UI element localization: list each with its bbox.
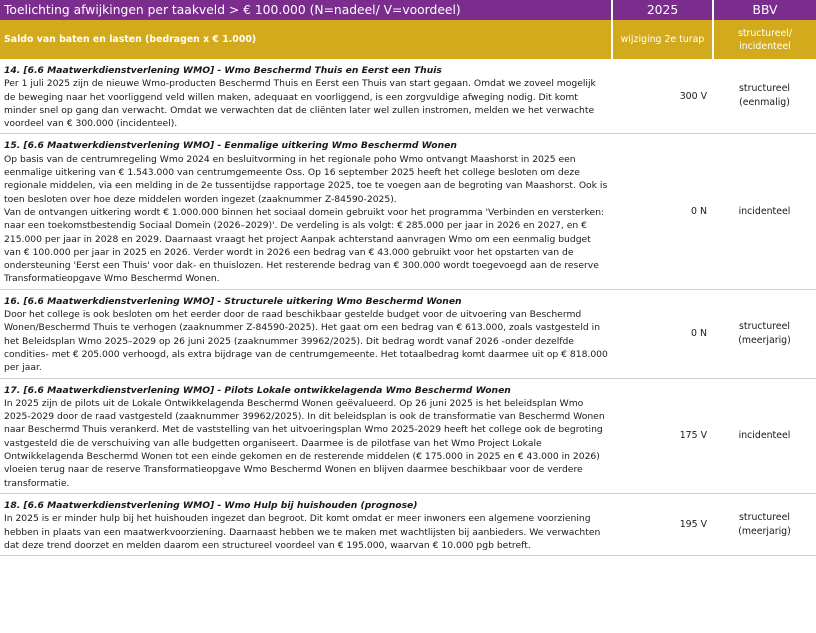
- row-bbv: [713, 59, 816, 134]
- row-paragraph: Door het college is ook besloten om het eerder door de raad beschikbaar gestelde budget voor de uitvoering van Beschermd Wonen/Beschermd Thuis te verhogen (zaaknummer Z-84590-2025). Het gaat om een bedrag van € 613.000, zoals vastgesteld in het Beleidsplan Wmo 2025–2029 op 26 juni 2025 (zaaknummer 39962/2025). Dit bedrag wordt vanaf 2026 -onder dezelfde condities- met € 205.000 verhoogd, als extra bijdrage van de centrumgemeente. Het totaalbedrag komt daarmee uit op € 818.000 per jaar.: [4, 309, 608, 374]
- table-row: [0, 289, 816, 378]
- table-subheader: [0, 20, 816, 59]
- row-bbv: [713, 378, 816, 493]
- row-amount: 175 V: [612, 378, 713, 493]
- row-description: [0, 59, 612, 134]
- bbv-type-line1: structureel/: [737, 27, 793, 39]
- column-year: 2025: [612, 0, 713, 20]
- row-bbv-line2: (meerjarig): [738, 334, 791, 346]
- row-bbv-line1: incidenteel: [738, 429, 791, 441]
- row-bbv: [713, 134, 816, 289]
- row-description: [0, 134, 612, 289]
- column-bbv-type: [713, 20, 816, 59]
- row-title: 17. [6.6 Maatwerkdienstverlening WMO] - Pilots Lokale ontwikkelagenda Wmo Beschermd Wonen: [4, 384, 511, 396]
- saldo-label: Saldo van baten en lasten (bedragen x € 1.000): [0, 20, 612, 59]
- row-bbv-line1: structureel: [739, 320, 790, 332]
- row-amount: 195 V: [612, 493, 713, 555]
- column-change: wijziging 2e turap: [612, 20, 713, 59]
- column-bbv: BBV: [713, 0, 816, 20]
- table-row: [0, 493, 816, 555]
- table-row: [0, 134, 816, 289]
- row-amount: 300 V: [612, 59, 713, 134]
- row-bbv: [713, 289, 816, 378]
- table-row: [0, 59, 816, 134]
- bbv-type-line2: incidenteel: [739, 40, 791, 52]
- row-title: 16. [6.6 Maatwerkdienstverlening WMO] - Structurele uitkering Wmo Beschermd Wonen: [4, 295, 462, 307]
- row-bbv-line1: incidenteel: [738, 205, 791, 217]
- row-paragraph: Per 1 juli 2025 zijn de nieuwe Wmo-producten Beschermd Thuis en Eerst een Thuis van start gegaan. Omdat we zoveel mogelijk de beweging naar het voorliggend veld willen maken, adequaat en voorliggend, is een zorgvuldige afweging nodig. Dit komt minder snel op gang dan verwacht. Omdat we verwachten dat de cliënten later wel zullen instromen, melden we het verwachte voordeel van € 300.000 (incidenteel).: [4, 78, 596, 130]
- table-row: [0, 378, 816, 493]
- row-description: [0, 378, 612, 493]
- row-amount: 0 N: [612, 289, 713, 378]
- row-bbv-line1: structureel: [739, 83, 790, 95]
- table-header: [0, 0, 816, 20]
- table-title: Toelichting afwijkingen per taakveld > € 100.000 (N=nadeel/ V=voordeel): [0, 0, 612, 20]
- row-paragraph: Van de ontvangen uitkering wordt € 1.000.000 binnen het sociaal domein gebruikt voor het programma 'Verbinden en versterken: naar een toekomstbestendig Sociaal Domein (2026–2029)'. De verdeling is als volgt: € 285.000 per jaar in 2026 en 2027, en € 215.000 per jaar in 2028 en 2029. Daarnaast vraagt het project Aanpak achterstand aanvragen Wmo om een eenmalig budget van € 100.000 per jaar in 2025 en 2026. Verder wordt in 2026 een bedrag van € 43.000 gebruikt voor het opstarten van de ondersteuning 'Eerst een Thuis' voor dak- en thuislozen. Het resterende bedrag van € 300.000 wordt toegevoegd aan de reserve Transformatieopgave Wmo Beschermd Wonen.: [4, 206, 605, 285]
- row-description: [0, 289, 612, 378]
- row-title: 15. [6.6 Maatwerkdienstverlening WMO] - Eenmalige uitkering Wmo Beschermd Wonen: [4, 140, 457, 152]
- row-bbv: [713, 493, 816, 555]
- row-title: 14. [6.6 Maatwerkdienstverlening WMO] - Wmo Beschermd Thuis en Eerst een Thuis: [4, 65, 442, 76]
- row-bbv-line1: structureel: [739, 511, 790, 523]
- row-amount: 0 N: [612, 134, 713, 289]
- row-paragraph: In 2025 is er minder hulp bij het huishouden ingezet dan begroot. Dit komt omdat er meer inwoners een algemene voorziening hebben in plaats van een maatwerkvoorziening. Daarnaast hebben we te maken met wachtlijsten bij aanbieders. We verwachten dat deze trend doorzet en melden daarom een structureel voordeel van € 195.000, waarvan € 10.000 pgb betreft.: [4, 513, 601, 551]
- row-title: 18. [6.6 Maatwerkdienstverlening WMO] - Wmo Hulp bij huishouden (prognose): [4, 499, 418, 511]
- row-paragraph: Op basis van de centrumregeling Wmo 2024 en besluitvorming in het regionale poho Wmo ontvangt Maashorst in 2025 een eenmalige uitkering van € 1.543.000 van centrumgemeente Oss. Op 16 september 2025 heeft het college besloten om deze regionale middelen, via een melding in de 2e tussentijdse rapportage 2025, toe te voegen aan de begroting van Maashorst. Ook is toen besloten over hoe deze middelen worden ingezet (zaaknummer Z-84590-2025).: [4, 153, 608, 205]
- row-paragraph: In 2025 zijn de pilots uit de Lokale Ontwikkelagenda Beschermd Wonen geëvalueerd. Op 26 juni 2025 is het beleidsplan Wmo 2025-2029 door de raad vastgesteld (zaaknummer 39962/2025). In dit beleidsplan is ook de transformatie van Beschermd Wonen naar Beschermd Thuis verankerd. Met de vaststelling van het uitvoeringsplan Wmo 2025-2029 heeft het college ook de begroting vastgesteld die de verschuiving van alle budgetten organiseert. Daarmee is de pilotfase van het Wmo Project Lokale Ontwikkelagenda Beschermd Wonen tot een einde gekomen en de resterende middelen (€ 175.000 in 2025 en € 43.000 in 2026) vloeien terug naar de reserve Transformatieopgave Wmo Beschermd Wonen en blijven daarmee beschikbaar voor de verdere transformatie.: [4, 397, 605, 489]
- row-bbv-line2: (eenmalig): [739, 97, 790, 109]
- row-description: [0, 493, 612, 555]
- row-bbv-line2: (meerjarig): [738, 525, 791, 537]
